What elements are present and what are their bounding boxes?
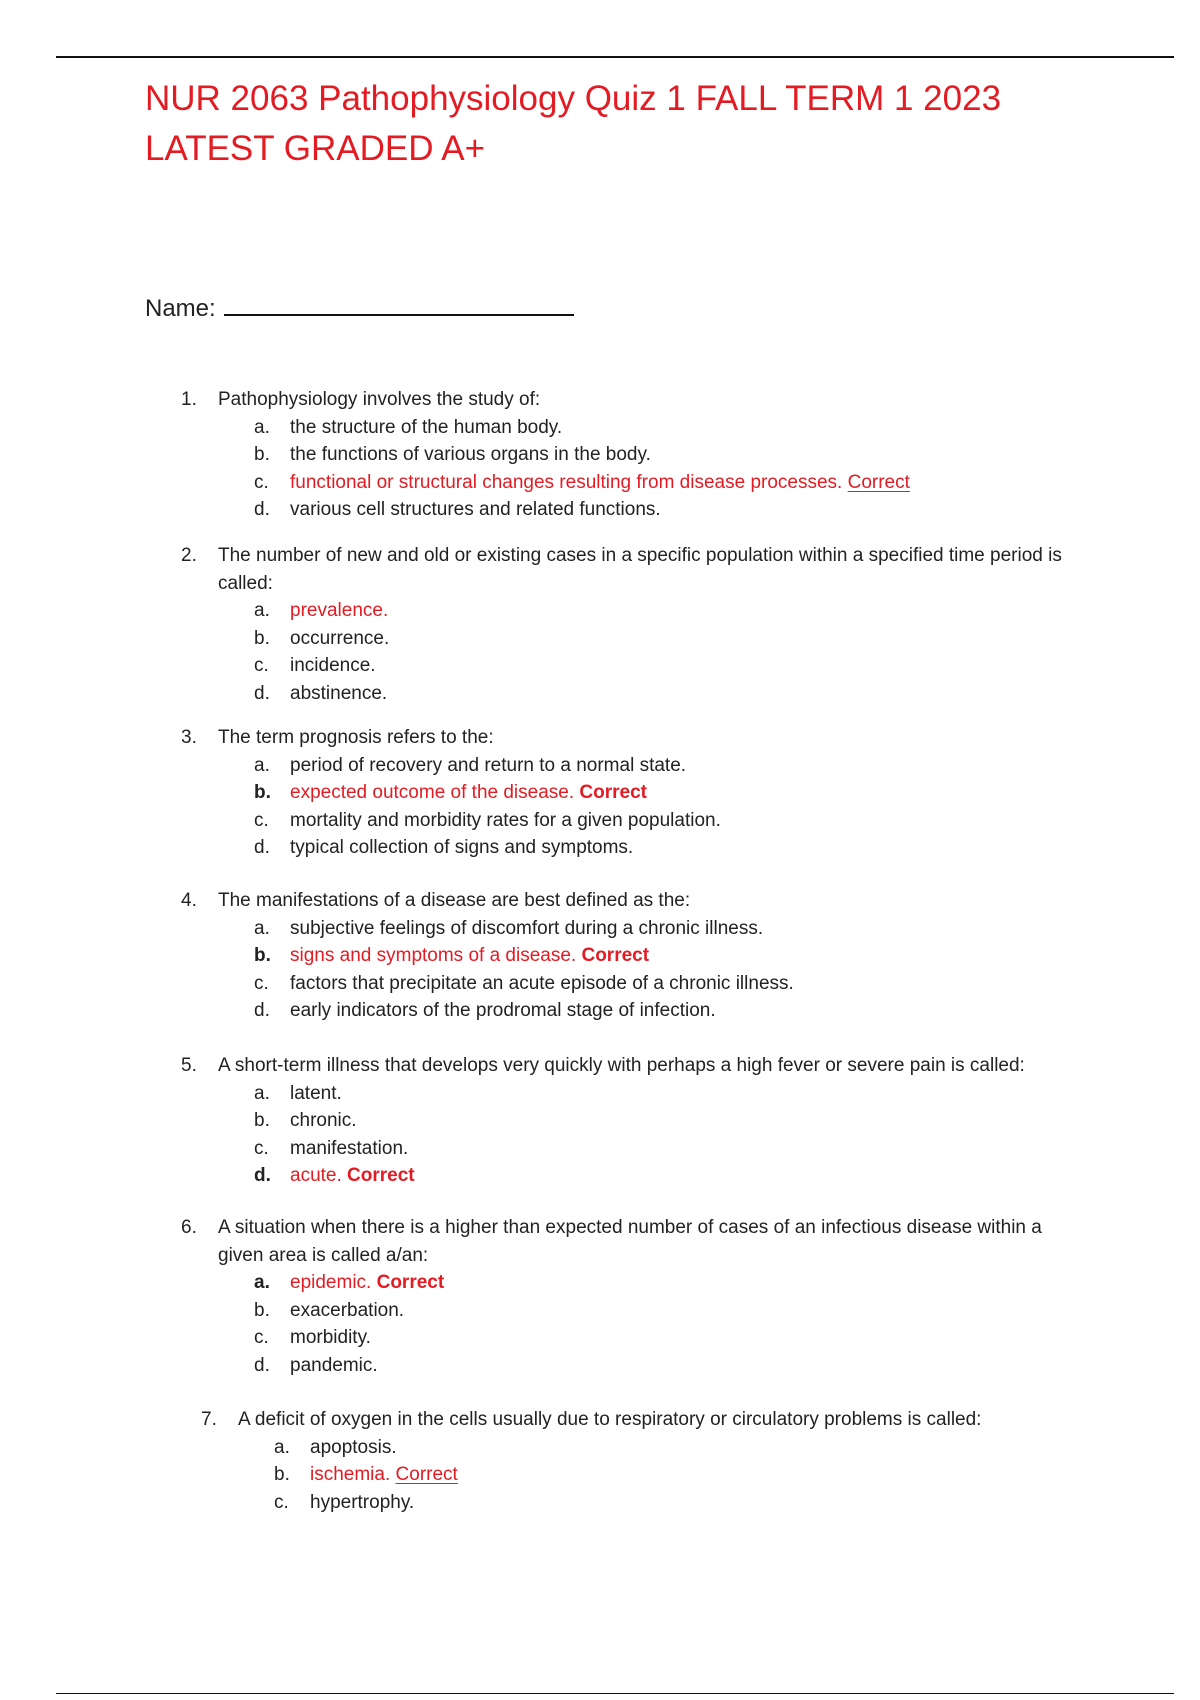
option-text: occurrence. xyxy=(290,627,390,649)
option-text: the functions of various organs in the body. xyxy=(290,444,651,465)
option-letter: b. xyxy=(254,444,270,465)
question-stem xyxy=(181,724,1141,752)
name-label: Name: xyxy=(145,295,216,322)
question-3 xyxy=(181,724,1141,862)
option-list xyxy=(274,1434,1181,1517)
option-d xyxy=(254,680,1081,708)
option-letter: d. xyxy=(254,1354,270,1376)
option-text: prevalence. xyxy=(290,600,389,621)
option-a xyxy=(254,752,1141,780)
option-text: the structure of the human body. xyxy=(290,416,563,438)
correct-tag: Correct xyxy=(579,782,647,803)
option-a xyxy=(254,915,1141,943)
option-text: acute. xyxy=(290,1165,342,1186)
option-text: various cell structures and related functions. xyxy=(290,499,661,520)
option-text: abstinence. xyxy=(290,682,388,704)
question-number: 4. xyxy=(181,890,197,911)
option-c xyxy=(254,1324,1081,1352)
top-rule xyxy=(56,56,1174,58)
option-c xyxy=(254,970,1141,998)
question-number: 5. xyxy=(181,1055,197,1076)
option-letter: c. xyxy=(274,1491,289,1513)
option-letter: d. xyxy=(254,1165,271,1186)
question-stem xyxy=(181,386,1141,414)
option-letter: d. xyxy=(254,1000,270,1021)
option-letter: a. xyxy=(254,416,270,438)
option-text: chronic. xyxy=(290,1110,357,1131)
question-stem xyxy=(181,1052,1181,1080)
option-list xyxy=(254,752,1141,862)
question-1 xyxy=(181,386,1141,524)
option-c xyxy=(254,807,1141,835)
title-line-2: LATEST GRADED A+ xyxy=(145,129,486,168)
option-text: hypertrophy. xyxy=(310,1491,415,1513)
option-d-correct xyxy=(254,1162,1181,1190)
option-text: incidence. xyxy=(290,655,376,676)
question-number: 2. xyxy=(181,545,197,566)
document-title xyxy=(145,74,1105,174)
question-text: A deficit of oxygen in the cells usually due to respiratory or circulatory problems is called: xyxy=(238,1409,982,1430)
option-a xyxy=(254,1080,1181,1108)
name-row xyxy=(145,290,574,323)
option-text: signs and symptoms of a disease. xyxy=(290,945,577,966)
option-text: epidemic. xyxy=(290,1272,372,1293)
option-letter: c. xyxy=(254,809,269,831)
bottom-rule xyxy=(56,1693,1174,1694)
question-2 xyxy=(181,542,1081,707)
correct-tag: Correct xyxy=(395,1464,458,1485)
question-number: 3. xyxy=(181,727,197,748)
question-4 xyxy=(181,887,1141,1025)
option-letter: a. xyxy=(254,917,270,939)
question-6 xyxy=(181,1214,1081,1379)
option-text: exacerbation. xyxy=(290,1299,405,1321)
option-text: pandemic. xyxy=(290,1354,378,1376)
question-5 xyxy=(181,1052,1181,1190)
correct-tag: Correct xyxy=(847,471,910,493)
option-text: morbidity. xyxy=(290,1327,371,1348)
question-text: The number of new and old or existing cases in a specific population within a specified time period is called: xyxy=(218,545,1062,594)
option-letter: b. xyxy=(254,627,270,649)
option-text: mortality and morbidity rates for a given population. xyxy=(290,809,721,831)
option-text: ischemia. xyxy=(310,1464,391,1485)
option-b xyxy=(254,1297,1081,1325)
correct-tag: Correct xyxy=(376,1272,445,1293)
option-c-correct xyxy=(254,469,1141,497)
option-text: latent. xyxy=(290,1082,342,1104)
option-a xyxy=(274,1434,1181,1462)
option-letter: b. xyxy=(254,945,271,966)
option-letter: d. xyxy=(254,837,270,858)
question-number: 6. xyxy=(181,1217,197,1238)
option-a-correct xyxy=(254,597,1081,625)
option-list xyxy=(254,915,1141,1025)
option-text: period of recovery and return to a normal state. xyxy=(290,754,687,776)
option-text: manifestation. xyxy=(290,1137,409,1159)
option-letter: c. xyxy=(254,1327,269,1348)
option-text: functional or structural changes resulting from disease processes. xyxy=(290,471,843,493)
option-c xyxy=(254,652,1081,680)
option-b-correct xyxy=(254,942,1141,970)
option-a-correct xyxy=(254,1269,1081,1297)
option-list xyxy=(254,1080,1181,1190)
option-letter: a. xyxy=(254,1082,270,1104)
option-c xyxy=(274,1489,1181,1517)
option-letter: b. xyxy=(274,1464,290,1485)
title-line-1: NUR 2063 Pathophysiology Quiz 1 FALL TERM 1 2023 xyxy=(145,79,1002,118)
option-letter: a. xyxy=(254,754,270,776)
option-text: early indicators of the prodromal stage of infection. xyxy=(290,1000,716,1021)
option-letter: d. xyxy=(254,682,270,704)
option-letter: c. xyxy=(254,471,269,493)
option-text: expected outcome of the disease. xyxy=(290,782,575,803)
question-text: The manifestations of a disease are best defined as the: xyxy=(218,890,691,911)
option-letter: d. xyxy=(254,499,270,520)
question-number: 1. xyxy=(181,389,197,410)
option-letter: b. xyxy=(254,1299,270,1321)
option-d xyxy=(254,496,1141,524)
question-text: The term prognosis refers to the: xyxy=(218,727,494,748)
option-b-correct xyxy=(254,779,1141,807)
option-text: factors that precipitate an acute episode of a chronic illness. xyxy=(290,972,794,994)
option-letter: b. xyxy=(254,782,271,803)
question-stem xyxy=(181,1214,1081,1269)
question-text: Pathophysiology involves the study of: xyxy=(218,389,541,410)
option-list xyxy=(254,414,1141,524)
question-stem xyxy=(181,887,1141,915)
option-d xyxy=(254,997,1141,1025)
option-b xyxy=(254,1107,1181,1135)
option-b xyxy=(254,625,1081,653)
correct-tag: Correct xyxy=(581,945,650,966)
name-blank[interactable] xyxy=(224,290,574,316)
option-letter: a. xyxy=(254,1272,270,1293)
option-b xyxy=(254,441,1141,469)
option-list xyxy=(254,1269,1081,1379)
correct-tag: Correct xyxy=(347,1165,415,1186)
option-d xyxy=(254,1352,1081,1380)
option-d xyxy=(254,834,1141,862)
option-letter: b. xyxy=(254,1110,270,1131)
option-letter: c. xyxy=(254,972,269,994)
option-b-correct xyxy=(274,1461,1181,1489)
option-letter: c. xyxy=(254,655,269,676)
option-c xyxy=(254,1135,1181,1163)
option-a xyxy=(254,414,1141,442)
option-list xyxy=(254,597,1081,707)
question-text: A situation when there is a higher than expected number of cases of an infectious disease within a given area is called a/an: xyxy=(218,1217,1042,1266)
option-letter: a. xyxy=(274,1436,290,1458)
option-text: apoptosis. xyxy=(310,1436,397,1458)
option-text: typical collection of signs and symptoms. xyxy=(290,837,634,858)
question-text: A short-term illness that develops very quickly with perhaps a high fever or severe pain is called: xyxy=(218,1055,1025,1076)
question-stem xyxy=(181,542,1081,597)
question-7 xyxy=(201,1406,1181,1516)
option-letter: c. xyxy=(254,1137,269,1159)
option-text: subjective feelings of discomfort during a chronic illness. xyxy=(290,917,764,939)
question-number: 7. xyxy=(201,1409,217,1430)
option-letter: a. xyxy=(254,600,270,621)
question-stem xyxy=(201,1406,1181,1434)
